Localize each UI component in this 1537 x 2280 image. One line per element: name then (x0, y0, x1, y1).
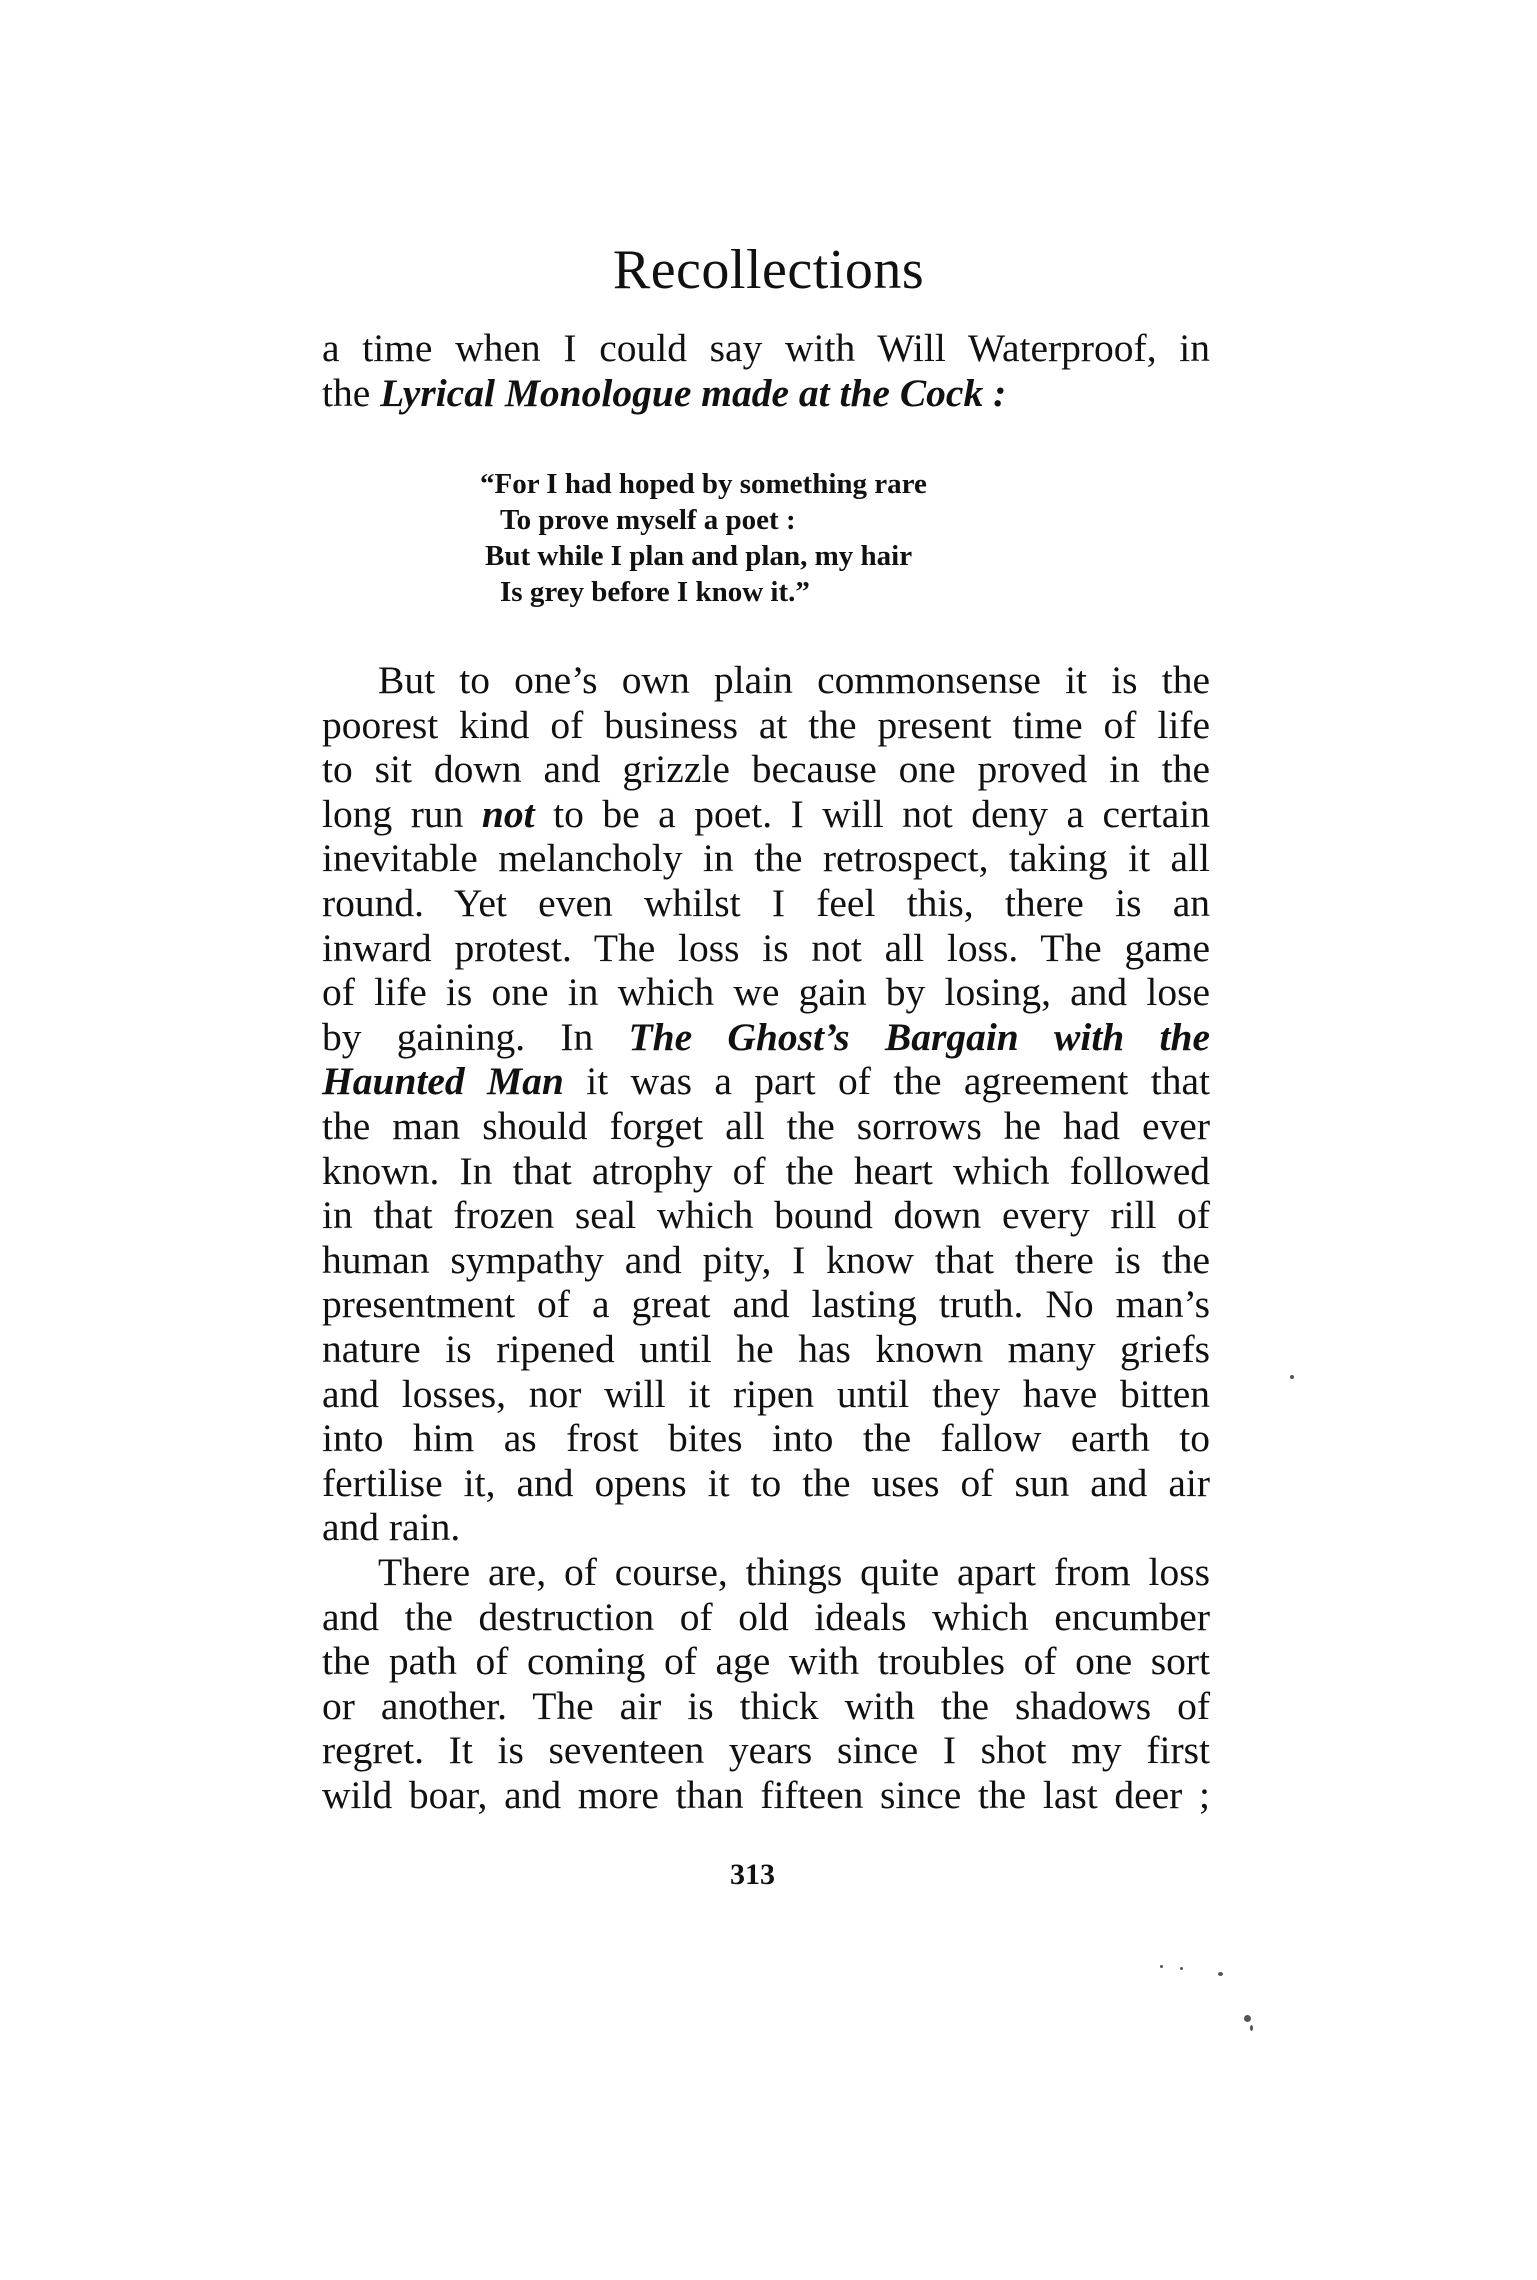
page-title: Recollections (612, 239, 925, 301)
text-line: inward protest. The loss is not all loss. The game (322, 925, 1210, 970)
text-line: But to one’s own plain commonsense it is the (378, 658, 1210, 702)
scan-speck (1290, 1375, 1294, 1379)
text-line: presentment of a great and lasting truth. No man’s (322, 1282, 1210, 1327)
text-line: human sympathy and pity, I know that there is the (322, 1237, 1210, 1282)
text-line: wild boar, and more than fifteen since the last deer ; (322, 1772, 1210, 1817)
text-line: fertilise it, and opens it to the uses of sun and air (322, 1460, 1210, 1505)
text-line: the path of coming of age with troubles of one sort (322, 1639, 1210, 1684)
text-line (322, 1015, 1210, 1060)
text-line (322, 371, 1210, 416)
page-number: 313 (730, 1858, 775, 1891)
italic-emphasis: not (481, 791, 535, 836)
scan-speck (1218, 1972, 1223, 1976)
text-fragment: : (983, 370, 1007, 415)
text-line: nature is ripened until he has known many griefs (322, 1326, 1210, 1371)
text-line: into him as frost bites into the fallow earth to (322, 1416, 1210, 1461)
italic-title: The Ghost’s Bargain with the (628, 1014, 1210, 1059)
scan-speck (1244, 2015, 1251, 2022)
text-fragment: it was a part of the agreement that (563, 1059, 1210, 1104)
text-line: known. In that atrophy of the heart which followed (322, 1148, 1210, 1193)
body-paragraph-1 (322, 658, 1210, 1550)
text-line: a time when I could say with Will Waterproof, in (322, 326, 1210, 370)
text-line: poorest kind of business at the present time of life (322, 702, 1210, 747)
text-line: the man should forget all the sorrows he had ever (322, 1103, 1210, 1148)
text-fragment: the (322, 370, 381, 415)
text-line: inevitable melancholy in the retrospect, taking it all (322, 836, 1210, 881)
text-line: and the destruction of old ideals which encumber (322, 1594, 1210, 1639)
poem-line: But while I plan and plan, my hair (485, 540, 913, 572)
text-fragment: long run (322, 791, 482, 836)
text-line: or another. The air is thick with the shadows of (322, 1683, 1210, 1728)
text-line: regret. It is seventeen years since I shot my first (322, 1728, 1210, 1773)
intro-paragraph (322, 326, 1210, 415)
poem-line: “For I had hoped by something rare (480, 468, 927, 500)
text-fragment: by gaining. In (322, 1014, 629, 1059)
scan-speck (1160, 1965, 1163, 1968)
text-line: and losses, nor will it ripen until they have bitten (322, 1371, 1210, 1416)
text-line: of life is one in which we gain by losing, and lose (322, 970, 1210, 1015)
text-line (322, 792, 1210, 837)
poem-line: Is grey before I know it.” (500, 576, 810, 608)
italic-title: Haunted Man (322, 1059, 564, 1104)
scan-speck (1180, 1967, 1183, 1970)
text-line (322, 1059, 1210, 1104)
text-line: in that frozen seal which bound down every rill of (322, 1193, 1210, 1238)
body-paragraph-2 (322, 1550, 1210, 1818)
poem-quotation (480, 466, 927, 610)
italic-title: Lyrical Monologue made at the Cock (380, 370, 984, 415)
text-fragment: to be a poet. I will not deny a certain (534, 791, 1210, 836)
scan-speck (1250, 2025, 1253, 2031)
text-line: to sit down and grizzle because one proved in the (322, 747, 1210, 792)
text-line: round. Yet even whilst I feel this, there is an (322, 880, 1210, 925)
text-line: and rain. (322, 1505, 461, 1550)
poem-line: To prove myself a poet : (500, 504, 796, 536)
text-line: There are, of course, things quite apart from loss (378, 1550, 1210, 1594)
